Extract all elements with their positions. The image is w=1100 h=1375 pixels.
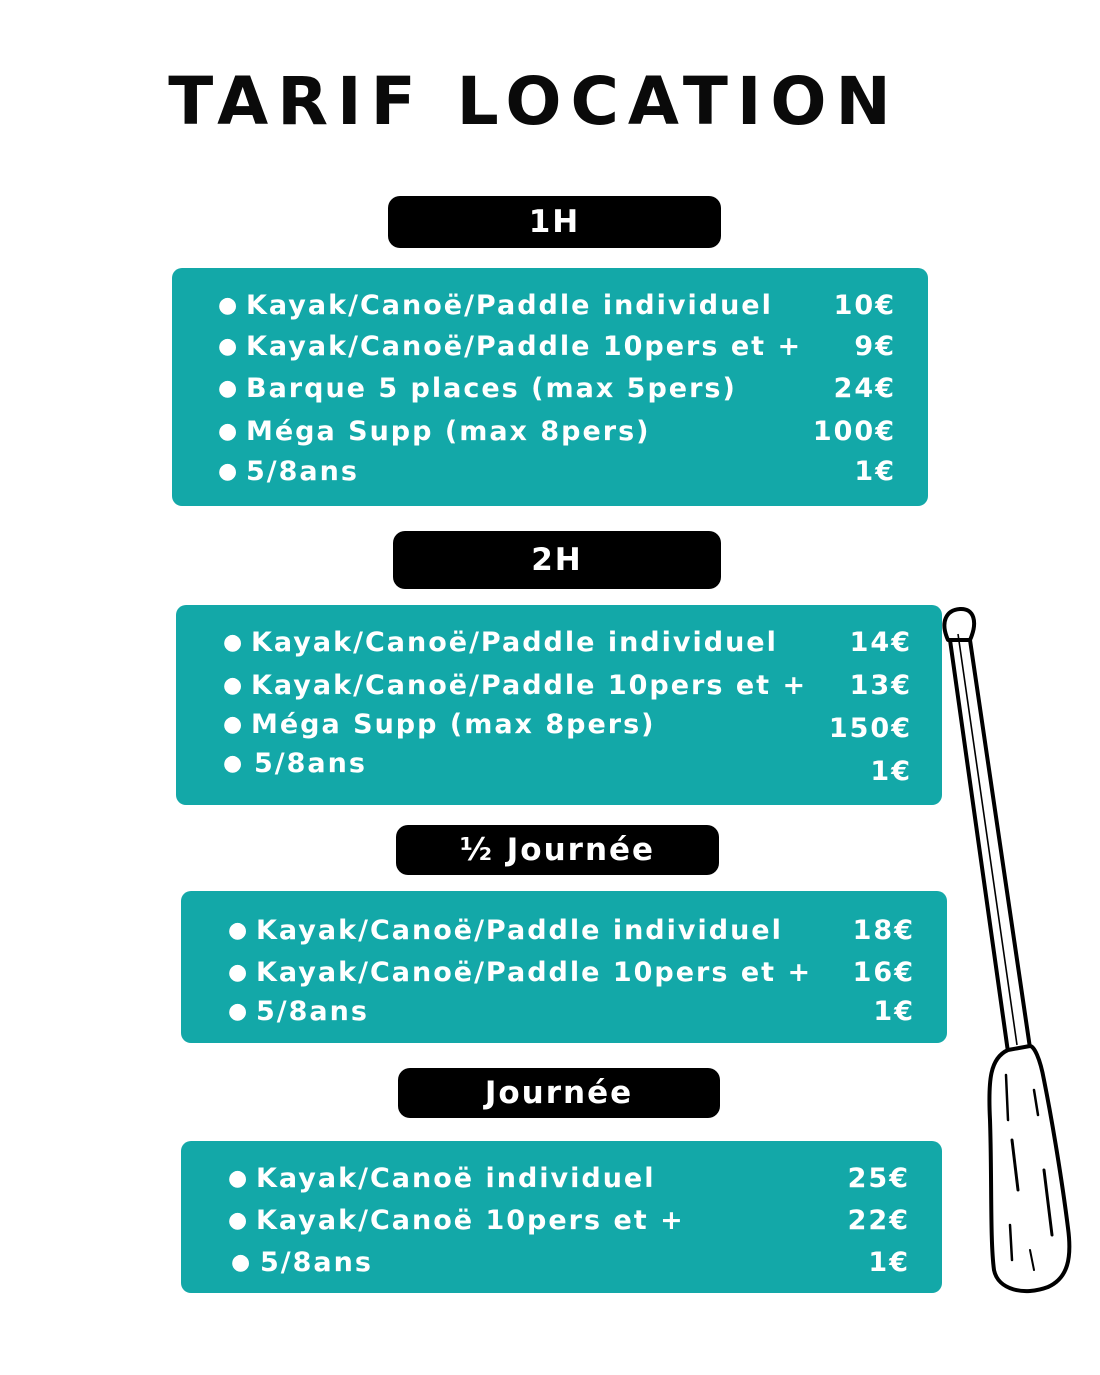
bullet-icon: ●	[223, 712, 245, 737]
bullet-icon: ●	[231, 1250, 253, 1275]
bullet-icon: ●	[218, 419, 240, 444]
item-price: 16€	[852, 957, 915, 988]
item-label: Kayak/Canoë 10pers et +	[256, 1205, 685, 1236]
page-title: TARIF LOCATION	[168, 63, 900, 140]
section-heading-half-day: ½ Journée	[396, 825, 719, 875]
item-label: 5/8ans	[256, 996, 369, 1027]
section-heading-1h: 1H	[388, 196, 721, 248]
item-price: 14€	[849, 627, 912, 658]
item-price: 9€	[854, 331, 896, 362]
bullet-icon: ●	[228, 1166, 250, 1191]
item-label: Kayak/Canoë individuel	[256, 1163, 656, 1194]
item-label: Méga Supp (max 8pers)	[251, 709, 656, 740]
item-price: 10€	[833, 290, 896, 321]
item-price: 1€	[873, 996, 915, 1027]
bullet-icon: ●	[228, 960, 250, 985]
item-label: Kayak/Canoë/Paddle 10pers et +	[251, 670, 808, 701]
item-label: Kayak/Canoë/Paddle 10pers et +	[246, 331, 803, 362]
bullet-icon: ●	[228, 918, 250, 943]
bullet-icon: ●	[218, 459, 240, 484]
item-price: 100€	[812, 416, 896, 447]
item-label: Kayak/Canoë/Paddle individuel	[251, 627, 778, 658]
item-price: 13€	[849, 670, 912, 701]
item-label: Méga Supp (max 8pers)	[246, 416, 651, 447]
item-label: 5/8ans	[260, 1247, 373, 1278]
bullet-icon: ●	[228, 999, 250, 1024]
item-label: 5/8ans	[254, 748, 367, 779]
bullet-icon: ●	[223, 751, 245, 776]
item-label: Kayak/Canoë/Paddle individuel	[246, 290, 773, 321]
bullet-icon: ●	[223, 673, 245, 698]
item-label: Barque 5 places (max 5pers)	[246, 373, 737, 404]
bullet-icon: ●	[218, 293, 240, 318]
item-price: 22€	[847, 1205, 910, 1236]
item-label: 5/8ans	[246, 456, 359, 487]
section-heading-day: Journée	[398, 1068, 720, 1118]
item-label: Kayak/Canoë/Paddle individuel	[256, 915, 783, 946]
item-price: 18€	[852, 915, 915, 946]
bullet-icon: ●	[218, 376, 240, 401]
item-price: 1€	[870, 756, 912, 787]
item-price: 24€	[833, 373, 896, 404]
bullet-icon: ●	[223, 630, 245, 655]
item-price: 150€	[828, 713, 912, 744]
item-price: 1€	[854, 456, 896, 487]
section-heading-2h: 2H	[393, 531, 721, 589]
bullet-icon: ●	[218, 334, 240, 359]
item-label: Kayak/Canoë/Paddle 10pers et +	[256, 957, 813, 988]
item-price: 25€	[847, 1163, 910, 1194]
bullet-icon: ●	[228, 1208, 250, 1233]
item-price: 1€	[868, 1247, 910, 1278]
